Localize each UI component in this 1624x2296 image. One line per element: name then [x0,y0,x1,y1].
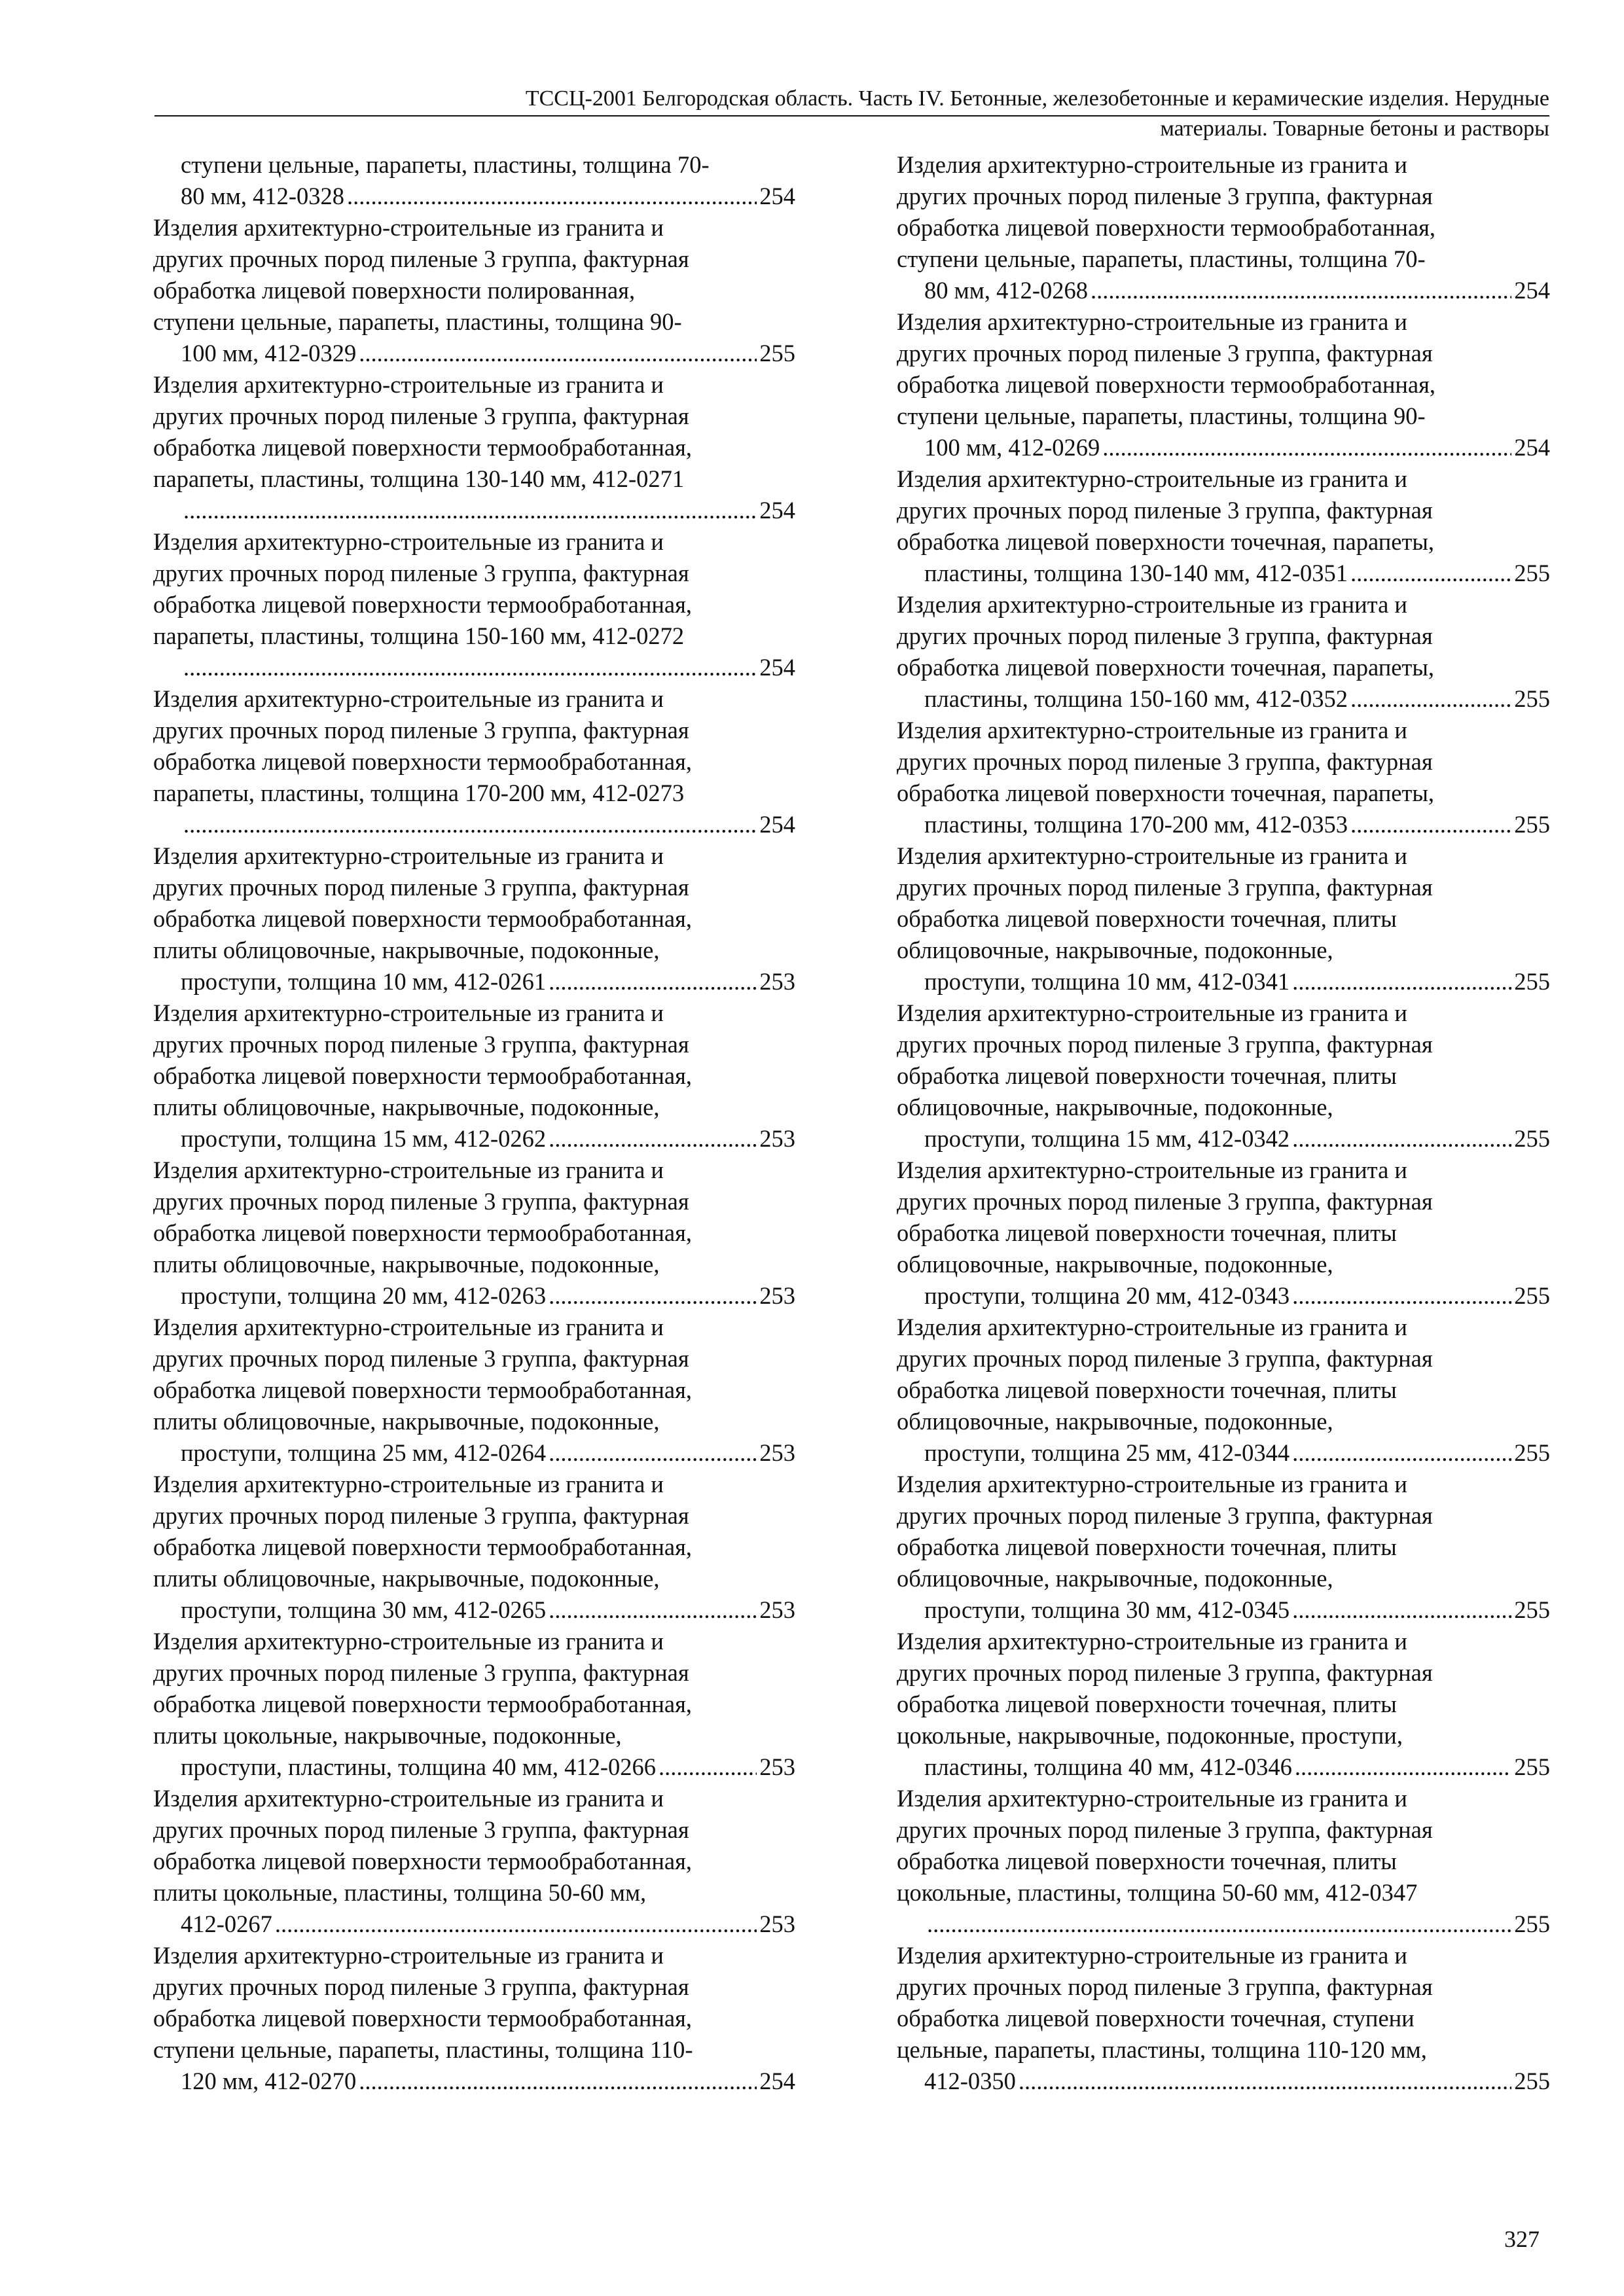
index-entry-text: плиты облицовочные, накрывочные, подоконные, [153,937,660,963]
index-entry-text: других прочных пород пиленые 3 группа, фактурная [153,245,689,272]
index-entry-text: парапеты, пластины, толщина 150-160 мм, 412-0272 [153,622,685,649]
index-entry-text: плиты облицовочные, накрывочные, подоконные, [153,1565,660,1592]
index-entry-text: других прочных пород пиленые 3 группа, фактурная [897,183,1433,209]
index-entry-page: 255 [1514,1125,1550,1152]
index-entry-page: 254 [1514,434,1550,461]
index-entry-text: проступи, толщина 20 мм, 412-0263 [181,1282,547,1309]
index-entry-leader-line [924,558,1550,589]
index-entry-text: облицовочные, накрывочные, подоконные, [897,1094,1333,1121]
index-entry-page: 254 [759,811,795,838]
index-entry-text: проступи, толщина 10 мм, 412-0261 [181,968,547,995]
index-entry-leader-line [181,1280,795,1312]
index-entry [153,1783,795,1940]
index-entry-text: ступени цельные, парапеты, пластины, толщина 110- [153,2036,693,2063]
dot-leader [1350,558,1511,589]
dot-leader [549,966,757,997]
index-entry-leader-line [181,338,795,369]
index-entry [153,997,795,1155]
index-entry-page: 255 [1514,811,1550,838]
index-entry-text: Изделия архитектурно-строительные из гранита и [897,842,1407,869]
index-entry-text: других прочных пород пиленые 3 группа, фактурная [153,1031,689,1058]
index-entry-leader-line [181,809,795,840]
index-entry-text: обработка лицевой поверхности термообработанная, [153,1691,693,1717]
index-entry-page: 255 [759,340,795,367]
index-entry-text: Изделия архитектурно-строительные из гранита и [153,685,664,712]
index-entry-page: 254 [759,183,795,209]
index-entry-text: облицовочные, накрывочные, подоконные, [897,937,1333,963]
index-entry-text: 100 мм, 412-0269 [924,434,1100,461]
index-entry-text: других прочных пород пиленые 3 группа, фактурная [153,1345,689,1372]
index-entry [153,1626,795,1783]
index-entry-text: обработка лицевой поверхности термообработанная, [153,1219,693,1246]
index-entry-text: плиты цокольные, пластины, толщина 50-60 мм, [153,1879,647,1906]
index-entry-text: других прочных пород пиленые 3 группа, фактурная [897,1031,1433,1058]
index-entry-page: 255 [1514,2068,1550,2094]
index-entry-page: 253 [759,968,795,995]
index-entry-page: 254 [759,497,795,524]
index-entry [897,1626,1550,1783]
index-entry-page: 255 [1514,560,1550,586]
index-entry-text: пластины, толщина 150-160 мм, 412-0352 [924,685,1348,712]
index-entry-text: Изделия архитектурно-строительные из гранита и [153,528,664,555]
index-entry-leader-line [924,1123,1550,1155]
index-entry-text: обработка лицевой поверхности термообработанная, [153,2005,693,2032]
index-entry [897,1469,1550,1626]
index-entry-page: 255 [1514,1910,1550,1937]
index-entry-text: проступи, толщина 25 мм, 412-0264 [181,1439,547,1466]
index-entry-leader-line [181,1123,795,1155]
index-entry-page: 253 [759,1753,795,1780]
index-entry-text: Изделия архитектурно-строительные из гранита и [897,151,1407,178]
dot-leader [549,1280,757,1312]
index-entry-leader-line [181,181,795,212]
index-entry-text: обработка лицевой поверхности термообработанная, [153,1534,693,1560]
index-entry-text: обработка лицевой поверхности термообработанная, [153,434,693,461]
index-entry-text: обработка лицевой поверхности термообработанная, [897,214,1436,241]
index-entry [897,149,1550,306]
dot-leader [1350,683,1511,715]
index-entry-text: Изделия архитектурно-строительные из гранита и [897,1314,1407,1340]
index-entry-leader-line [181,495,795,526]
index-entry-text: обработка лицевой поверхности точечная, плиты [897,1691,1397,1717]
index-entry-text: проступи, толщина 15 мм, 412-0342 [924,1125,1290,1152]
index-entry-text: Изделия архитектурно-строительные из гранита и [153,1942,664,1969]
index-entry-text: облицовочные, накрывочные, подоконные, [897,1408,1333,1435]
index-entry-text: проступи, толщина 30 мм, 412-0265 [181,1596,547,1623]
index-entry-text: обработка лицевой поверхности точечная, плиты [897,1848,1397,1874]
index-entry-text: плиты облицовочные, накрывочные, подоконные, [153,1408,660,1435]
index-entry-text: обработка лицевой поверхности точечная, плиты [897,1219,1397,1246]
index-entry [153,1469,795,1626]
index-entry-text: проступи, толщина 15 мм, 412-0262 [181,1125,547,1152]
index-entry [153,840,795,997]
index-entry-text: 80 мм, 412-0328 [181,183,344,209]
index-entry-leader-line [924,809,1550,840]
index-entry-text: проступи, пластины, толщина 40 мм, 412-0266 [181,1753,657,1780]
index-column-left [153,149,795,2097]
index-entry-page: 253 [759,1282,795,1309]
index-entry-text: парапеты, пластины, толщина 170-200 мм, 412-0273 [153,780,685,806]
index-entry-leader-line [924,683,1550,715]
index-entry-text: Изделия архитектурно-строительные из гранита и [153,1471,664,1498]
index-entry-text: других прочных пород пиленые 3 группа, фактурная [897,497,1433,524]
index-entry-text: ступени цельные, парапеты, пластины, толщина 90- [897,403,1426,429]
dot-leader [275,1909,757,1940]
index-entry-text: Изделия архитектурно-строительные из гранита и [897,591,1407,618]
index-entry-text: плиты облицовочные, накрывочные, подоконные, [153,1251,660,1278]
index-entry-text: обработка лицевой поверхности точечная, плиты [897,1062,1397,1089]
dot-leader [359,2066,757,2097]
index-entry-text: Изделия архитектурно-строительные из гранита и [153,842,664,869]
index-column-right [897,149,1550,2097]
index-entry [897,1940,1550,2097]
index-entry-text: Изделия архитектурно-строительные из гранита и [153,1314,664,1340]
index-entry-text: 120 мм, 412-0270 [181,2068,357,2094]
index-entry-text: других прочных пород пиленые 3 группа, фактурная [897,1188,1433,1215]
index-entry-text: 412-0267 [181,1910,272,1937]
index-entry-leader-line [181,652,795,683]
index-entry-text: Изделия архитектурно-строительные из гранита и [897,465,1407,492]
index-entry-text: пластины, толщина 130-140 мм, 412-0351 [924,560,1348,586]
dot-leader [1292,1437,1511,1469]
dot-leader [183,809,757,840]
index-entry-leader-line [181,1437,795,1469]
index-entry [897,997,1550,1155]
index-entry-text: обработка лицевой поверхности точечная, плиты [897,1376,1397,1403]
index-entry-leader-line [181,1751,795,1783]
index-entry-page: 254 [1514,277,1550,304]
index-entry-text: других прочных пород пиленые 3 группа, фактурная [153,1502,689,1529]
dot-leader [1292,966,1511,997]
dot-leader [359,338,757,369]
index-entry-text: Изделия архитектурно-строительные из гранита и [897,1628,1407,1655]
index-entry-leader-line [924,1594,1550,1626]
index-entry [153,683,795,840]
dot-leader [1102,432,1511,463]
index-entry-text: других прочных пород пиленые 3 группа, фактурная [897,1345,1433,1372]
dot-leader [347,181,757,212]
dot-leader [183,652,757,683]
dot-leader [183,495,757,526]
index-entry-text: цокольные, накрывочные, подоконные, проступи, [897,1722,1403,1749]
index-entry-leader-line [181,966,795,997]
index-entry [153,526,795,683]
running-header [154,84,1549,144]
index-entry-text: других прочных пород пиленые 3 группа, фактурная [897,1502,1433,1529]
index-entry-leader-line [924,1280,1550,1312]
index-entry-text: других прочных пород пиленые 3 группа, фактурная [897,622,1433,649]
index-entry [897,1155,1550,1312]
index-entry-text: Изделия архитектурно-строительные из гранита и [153,214,664,241]
index-entry-text: Изделия архитектурно-строительные из гранита и [897,1157,1407,1183]
index-entry-text: Изделия архитектурно-строительные из гранита и [153,999,664,1026]
index-entry [897,1783,1550,1940]
index-entry-text: парапеты, пластины, толщина 130-140 мм, 412-0271 [153,465,685,492]
index-entry-text: ступени цельные, парапеты, пластины, толщина 90- [153,308,682,335]
index-entry [897,715,1550,840]
index-entry-page: 255 [1514,685,1550,712]
index-entry [897,463,1550,589]
index-entry-text: обработка лицевой поверхности точечная, ступени [897,2005,1415,2032]
index-entry-text: других прочных пород пиленые 3 группа, фактурная [153,1188,689,1215]
index-entry-page: 254 [759,2068,795,2094]
index-entry-text: обработка лицевой поверхности термообработанная, [153,1062,693,1089]
index-entry-page: 255 [1514,1282,1550,1309]
index-entry-text: пластины, толщина 40 мм, 412-0346 [924,1753,1292,1780]
index-entry-text: 412-0350 [924,2068,1016,2094]
index-entry-text: обработка лицевой поверхности термообработанная, [897,371,1436,398]
index-entry-leader-line [924,966,1550,997]
index-entry-text: Изделия архитектурно-строительные из гранита и [153,1628,664,1655]
index-entry-text: обработка лицевой поверхности точечная, парапеты, [897,528,1435,555]
index-entry-text: пластины, толщина 170-200 мм, 412-0353 [924,811,1348,838]
index-entry-text: цельные, парапеты, пластины, толщина 110-120 мм, [897,2036,1427,2063]
index-entry-text: обработка лицевой поверхности точечная, парапеты, [897,654,1435,681]
index-entry-text: Изделия архитектурно-строительные из гранита и [897,717,1407,744]
index-entry-leader-line [924,1751,1550,1783]
index-entry-text: облицовочные, накрывочные, подоконные, [897,1565,1333,1592]
index-entry-text: других прочных пород пиленые 3 группа, фактурная [153,717,689,744]
index-entry-text: обработка лицевой поверхности термообработанная, [153,748,693,775]
index-entry-text: обработка лицевой поверхности термообработанная, [153,591,693,618]
index-entry-page: 253 [759,1125,795,1152]
dot-leader [549,1437,757,1469]
index-entry-text: плиты облицовочные, накрывочные, подоконные, [153,1094,660,1121]
index-entry-text: Изделия архитектурно-строительные из гранита и [897,1942,1407,1969]
index-entry [897,840,1550,997]
index-entry-text: других прочных пород пиленые 3 группа, фактурная [897,874,1433,901]
index-entry-text: других прочных пород пиленые 3 группа, фактурная [897,1659,1433,1686]
index-entry-text: обработка лицевой поверхности термообработанная, [153,1848,693,1874]
index-entry-text: проступи, толщина 30 мм, 412-0345 [924,1596,1290,1623]
page-number: 327 [1504,2226,1540,2252]
index-entry-text: обработка лицевой поверхности точечная, плиты [897,905,1397,932]
index-entry-page: 253 [759,1910,795,1937]
index-entry-leader-line [924,1437,1550,1469]
dot-leader [659,1751,757,1783]
index-entry [153,212,795,369]
index-entry-text: ступени цельные, парапеты, пластины, толщина 70- [897,245,1426,272]
index-entry-text: Изделия архитектурно-строительные из гранита и [897,1471,1407,1498]
index-entry-page: 255 [1514,1596,1550,1623]
index-entry-text: проступи, толщина 20 мм, 412-0343 [924,1282,1290,1309]
running-header-line-2: материалы. Товарные бетоны и растворы [1160,117,1549,141]
index-entry-text: цокольные, пластины, толщина 50-60 мм, 412-0347 [897,1879,1418,1906]
index-entry-text: других прочных пород пиленые 3 группа, фактурная [897,340,1433,367]
index-entry-text: других прочных пород пиленые 3 группа, фактурная [897,1816,1433,1843]
index-entry-page: 255 [1514,1753,1550,1780]
index-entry-text: Изделия архитектурно-строительные из гранита и [153,371,664,398]
index-entry-page: 255 [1514,1439,1550,1466]
index-entry-text: других прочных пород пиленые 3 группа, фактурная [153,1816,689,1843]
index-entry [153,1155,795,1312]
index-entry-text: других прочных пород пиленые 3 группа, фактурная [153,1659,689,1686]
running-header-line-1: ТССЦ-2001 Белгородская область. Часть IV. Бетонные, железобетонные и керамические изделия. Нерудные [525,86,1549,111]
dot-leader [1295,1751,1511,1783]
index-entry-text: 80 мм, 412-0268 [924,277,1088,304]
index-entry-text: обработка лицевой поверхности полированная, [153,277,636,304]
index-entry-leader-line [924,2066,1550,2097]
index-entry-text: Изделия архитектурно-строительные из гранита и [153,1157,664,1183]
dot-leader [549,1594,757,1626]
dot-leader [927,1909,1511,1940]
dot-leader [1091,275,1511,306]
index-entry-text: облицовочные, накрывочные, подоконные, [897,1251,1333,1278]
index-entry-leader-line [181,1909,795,1940]
index-entry-text: Изделия архитектурно-строительные из гранита и [897,1785,1407,1812]
dot-leader [1350,809,1511,840]
dot-leader [549,1123,757,1155]
index-entry-leader-line [924,1909,1550,1940]
index-entry [897,1312,1550,1469]
index-entry [153,1312,795,1469]
index-entry-text: других прочных пород пиленые 3 группа, фактурная [153,1973,689,2000]
index-entry-text: 100 мм, 412-0329 [181,340,357,367]
index-entry [153,149,795,212]
index-entry [897,306,1550,463]
index-entry-text: проступи, толщина 10 мм, 412-0341 [924,968,1290,995]
index-entry [153,1940,795,2097]
index-entry-page: 255 [1514,968,1550,995]
index-entry-leader-line [181,1594,795,1626]
index-entry-leader-line [924,432,1550,463]
index-entry-text: обработка лицевой поверхности термообработанная, [153,905,693,932]
index-entry-page: 253 [759,1596,795,1623]
index-entry-text: проступи, толщина 25 мм, 412-0344 [924,1439,1290,1466]
dot-leader [1292,1280,1511,1312]
dot-leader [1292,1123,1511,1155]
index-entry [897,589,1550,715]
index-entry-text: Изделия архитектурно-строительные из гранита и [897,308,1407,335]
index-entry [153,369,795,526]
index-entry-text: других прочных пород пиленые 3 группа, фактурная [153,560,689,586]
index-entry-text: обработка лицевой поверхности термообработанная, [153,1376,693,1403]
index-entry-leader-line [924,275,1550,306]
index-entry-text: Изделия архитектурно-строительные из гранита и [897,999,1407,1026]
header-rule [154,115,1549,117]
index-entry-text: ступени цельные, парапеты, пластины, толщина 70- [181,151,710,178]
index-entry-text: обработка лицевой поверхности точечная, парапеты, [897,780,1435,806]
index-entry-text: плиты цокольные, накрывочные, подоконные, [153,1722,622,1749]
index-entry-page: 253 [759,1439,795,1466]
dot-leader [1019,2066,1511,2097]
index-entry-text: других прочных пород пиленые 3 группа, фактурная [897,1973,1433,2000]
index-entry-text: обработка лицевой поверхности точечная, плиты [897,1534,1397,1560]
index-entry-text: других прочных пород пиленые 3 группа, фактурная [153,874,689,901]
index-entry-text: других прочных пород пиленые 3 группа, фактурная [153,403,689,429]
index-entry-page: 254 [759,654,795,681]
index-entry-text: Изделия архитектурно-строительные из гранита и [153,1785,664,1812]
dot-leader [1292,1594,1511,1626]
index-entry-text: других прочных пород пиленые 3 группа, фактурная [897,748,1433,775]
index-entry-leader-line [181,2066,795,2097]
